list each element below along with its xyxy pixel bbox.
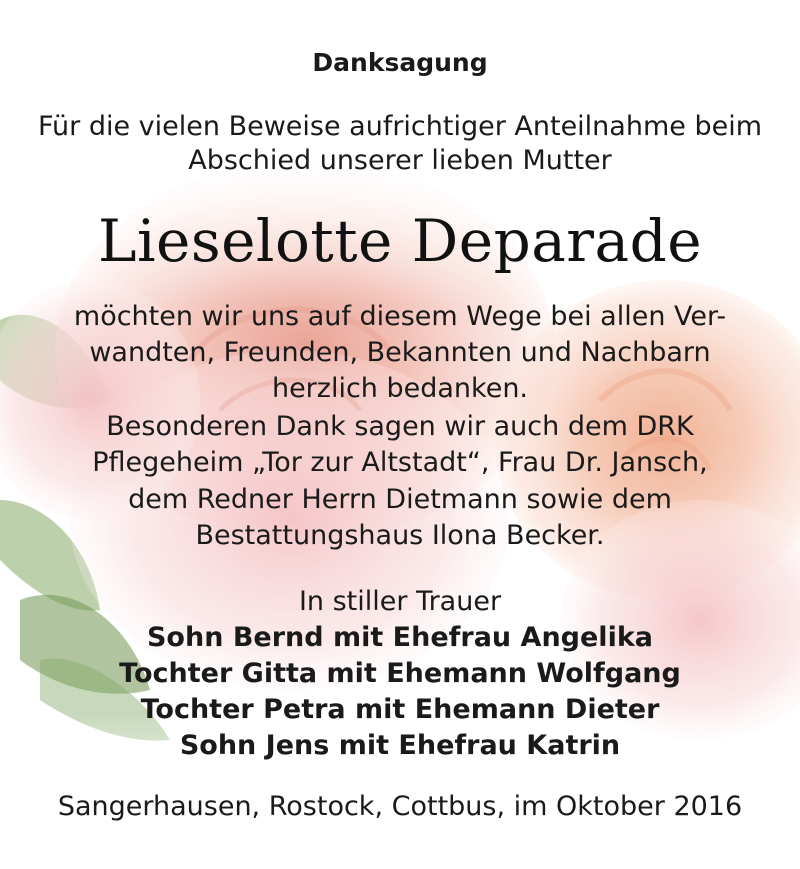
notice-heading: Danksagung: [312, 48, 488, 77]
intro-line: Abschied unserer lieben Mutter: [188, 145, 612, 176]
body-line: Pflegeheim „Tor zur Altstadt“, Frau Dr. Jansch,: [92, 447, 708, 478]
body-line: herzlich bedanken.: [271, 373, 529, 404]
body-line: Besonderen Dank sagen wir auch dem DRK: [106, 411, 694, 442]
signer-line: Sohn Bernd mit Ehefrau Angelika: [146, 622, 653, 653]
place-date: Sangerhausen, Rostock, Cottbus, im Oktober 2016: [57, 791, 743, 822]
deceased-name: Lieselotte Deparade: [97, 207, 703, 275]
body-line: möchten wir uns auf diesem Wege bei allen Ver-: [73, 301, 727, 332]
signer-line: Sohn Jens mit Ehefrau Katrin: [179, 730, 621, 761]
signer-line: Tochter Gitta mit Ehemann Wolfgang: [119, 658, 681, 689]
body-line: Bestattungshaus Ilona Becker.: [195, 520, 605, 551]
intro-line: Für die vielen Beweise aufrichtiger Anteilnahme beim: [37, 111, 763, 142]
signer-line: Tochter Petra mit Ehemann Dieter: [140, 694, 660, 725]
body-line: dem Redner Herrn Dietmann sowie dem: [128, 484, 672, 515]
body-line: wandten, Freunden, Bekannten und Nachbarn: [89, 337, 711, 368]
mourning-phrase: In stiller Trauer: [298, 586, 502, 617]
